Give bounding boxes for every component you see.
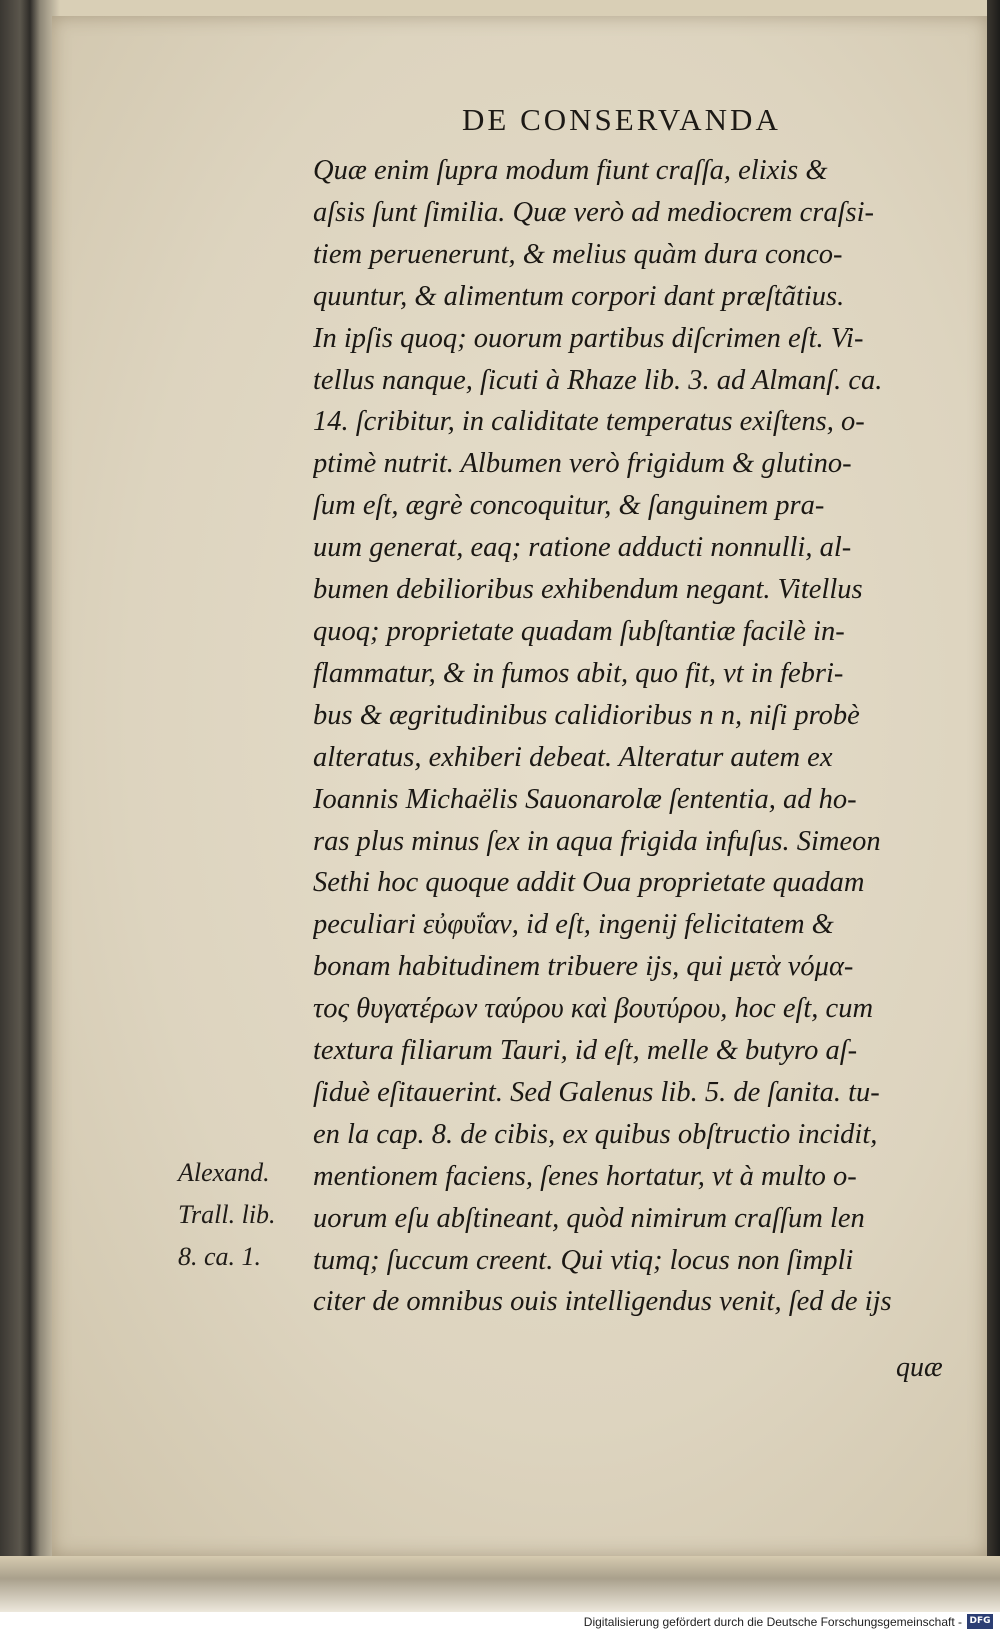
text-line: bus & ægritudinibus calidioribus n n, niſi probè	[313, 699, 860, 731]
text-line: alteratus, exhiberi debeat. Alteratur autem ex	[313, 741, 833, 773]
running-head: DE CONSERVANDA	[462, 102, 781, 137]
marginal-note-line: 8. ca. 1.	[178, 1242, 262, 1271]
marginal-note	[178, 1152, 308, 1278]
text-line: Ioannis Michaëlis Sauonarolæ ſententia, ad ho-	[313, 783, 857, 815]
text-line: τος θυγατέρων ταύρου καὶ βουτύρου, hoc eſt, cum	[313, 993, 874, 1025]
dfg-logo: DFG	[967, 1614, 993, 1629]
book-edge-bottom	[0, 1556, 1000, 1612]
text-line: aſsis ſunt ſimilia. Quæ verò ad mediocrem craſsi-	[313, 196, 874, 228]
book-edge-right	[987, 0, 1000, 1612]
text-line: bonam habitudinem tribuere ijs, qui μετὰ νόμα-	[313, 951, 854, 983]
text-line: In ipſis quoq; ouorum partibus diſcrimen eſt. Vi-	[313, 322, 864, 354]
text-line: uum generat, eaq; ratione adducti nonnulli, al-	[313, 532, 852, 564]
text-line: tumq; ſuccum creent. Qui vtiq; locus non ſimpli	[313, 1244, 854, 1276]
text-line: mentionem faciens, ſenes hortatur, vt à multo o-	[313, 1160, 857, 1192]
text-line: en la cap. 8. de cibis, ex quibus obſtructio incidit,	[313, 1118, 878, 1150]
text-line: ſum eſt, ægrè concoquitur, & ſanguinem pra-	[313, 490, 825, 522]
text-line: flammatur, & in fumos abit, quo fit, vt in febri-	[313, 657, 844, 689]
text-line: quoq; proprietate quadam ſubſtantiæ facilè in-	[313, 615, 845, 647]
text-line: tellus nanque, ſicuti à Rhaze lib. 3. ad Almanſ. ca.	[313, 364, 883, 396]
text-line: 14. ſcribitur, in caliditate temperatus exiſtens, o-	[313, 406, 865, 438]
text-line: tiem peruenerunt, & melius quàm dura conco-	[313, 238, 843, 270]
marginal-note-line: Alexand.	[178, 1158, 270, 1187]
text-line: Quæ enim ſupra modum fiunt craſſa, elixis &	[313, 155, 828, 186]
text-line: textura filiarum Tauri, id eſt, melle & butyro aſ-	[313, 1035, 858, 1067]
body-text	[313, 150, 977, 1323]
funding-credit: Digitalisierung gefördert durch die Deutsche Forschungsgemeinschaft -	[583, 1615, 962, 1629]
text-line: ptimè nutrit. Albumen verò frigidum & glutino-	[313, 448, 852, 480]
text-line: peculiari εὐφυΐαν, id eſt, ingenij felicitatem &	[313, 909, 834, 941]
text-line: citer de omnibus ouis intelligendus venit, ſed de ijs	[313, 1286, 892, 1318]
text-line: Sethi hoc quoque addit Oua proprietate quadam	[313, 867, 865, 899]
text-line: quuntur, & alimentum corpori dant præſtãtius.	[313, 280, 845, 312]
catchword: quæ	[896, 1352, 943, 1383]
text-line: ſiduè eſitauerint. Sed Galenus lib. 5. de ſanita. tu-	[313, 1076, 880, 1108]
text-line: uorum eſu abſtineant, quòd nimirum craſſum len	[313, 1202, 865, 1234]
marginal-note-line: Trall. lib.	[178, 1200, 276, 1229]
text-line: ras plus minus ſex in aqua frigida infuſus. Simeon	[313, 825, 881, 857]
text-line: bumen debilioribus exhibendum negant. Vitellus	[313, 574, 863, 606]
